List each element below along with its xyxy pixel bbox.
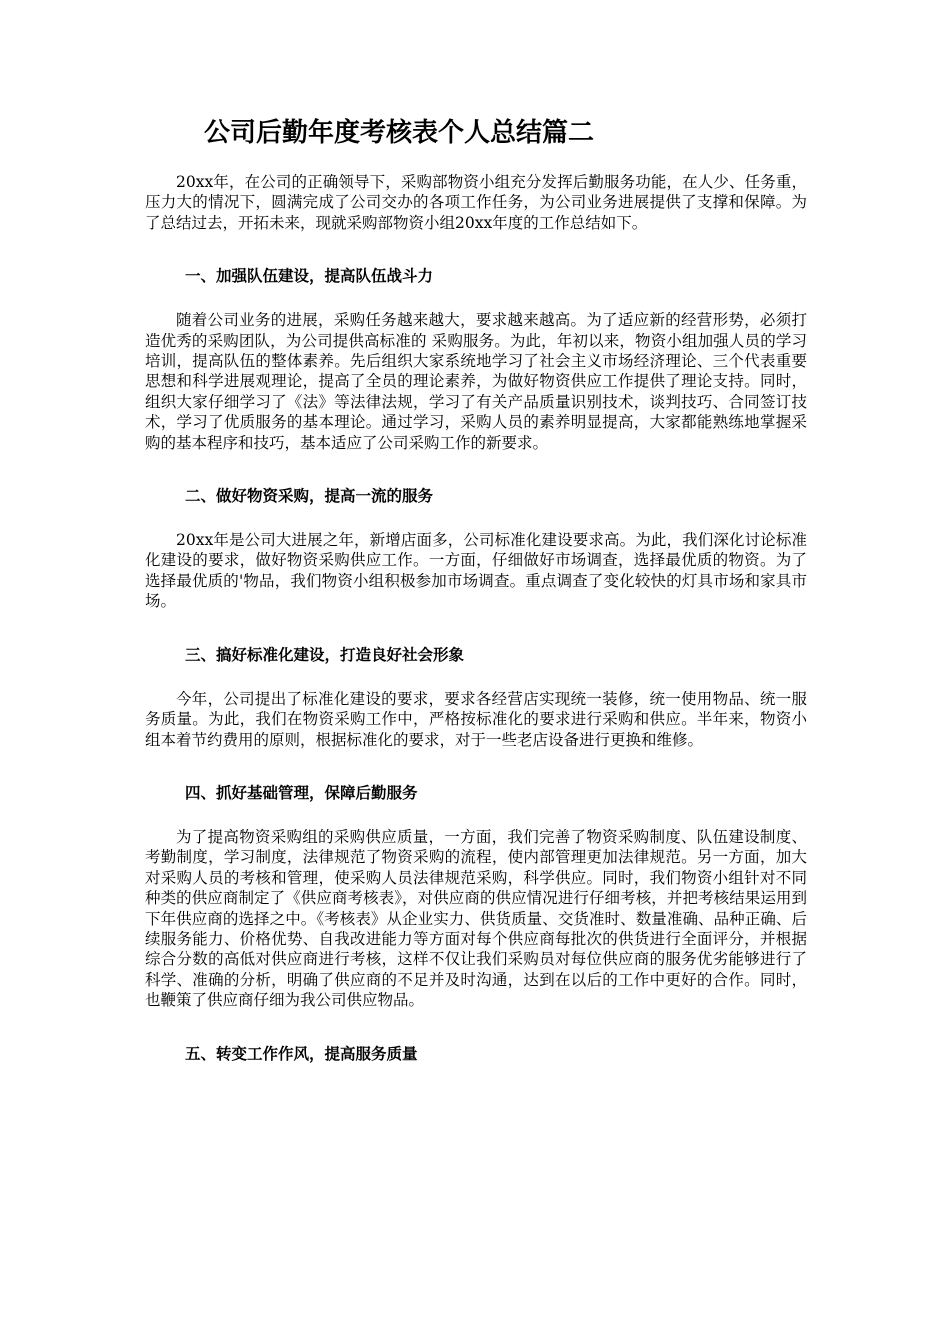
section-2-heading: 二、做好物资采购，提高一流的服务 [185, 487, 434, 506]
section-3-heading: 三、搞好标准化建设，打造良好社会形象 [185, 645, 465, 664]
section-3-paragraph: 今年，公司提出了标准化建设的要求，要求各经营店实现统一装修，统一使用物品、统一服务质量。为此，我们在物资采购工作中，严格按标准化的要求进行采购和供应。半年来，物资小组本着节约费用的原则，根据标准化的要求，对于一些老店设备进行更换和维修。 [145, 689, 807, 749]
section-2-paragraph: 20xx年是公司大进展之年，新增店面多，公司标准化建设要求高。为此，我们深化讨论标准化建设的要求，做好物资采购供应工作。一方面，仔细做好市场调查，选择最优质的物资。为了选择最优质的'物品，我们物资小组积极参加市场调查。重点调查了变化较快的灯具市场和家具市场。 [145, 531, 807, 611]
section-4-paragraph: 为了提高物资采购组的采购供应质量，一方面，我们完善了物资采购制度、队伍建设制度、考勤制度，学习制度，法律规范了物资采购的流程，使内部管理更加法律规范。另一方面，加大对采购人员的考核和管理，使采购人员法律规范采购，科学供应。同时，我们物资小组针对不同种类的供应商制定了《供应商考核表》，对供应商的供应情况进行仔细考核，并把考核结果运用到下年供应商的选择之中。《考核表》从企业实力、供货质量、交货准时、数量准确、品种正确、后续服务能力、价格优势、自我改进能力等方面对每个供应商每批次的供货进行全面评分，并根据综合分数的高低对供应商进行考核，这样不仅让我们采购员对每位供应商的服务优劣能够进行了科学、准确的分析，明确了供应商的不足并及时沟通，达到在以后的工作中更好的合作。同时，也鞭策了供应商仔细为我公司供应物品。 [145, 827, 807, 1010]
section-1-paragraph: 随着公司业务的进展，采购任务越来越大，要求越来越高。为了适应新的经营形势，必须打造优秀的采购团队，为公司提供高标准的 采购服务。为此，年初以来，物资小组加强人员的学习培训，提高队伍的整体素养。先后组织大家系统地学习了社会主义市场经济理论、三个代表重要思想和科学进展观理论，提高了全员的理论素养，为做好物资供应工作提供了理论支持。同时，组织大家仔细学习了《法》等法律法规，学习了有关产品质量识别技术，谈判技巧、合同签订技术，学习了优质服务的基本理论。通过学习，采购人员的素养明显提高，大家都能熟练地掌握采购的基本程序和技巧，基本适应了公司采购工作的新要求。 [145, 311, 807, 452]
section-1-heading: 一、加强队伍建设，提高队伍战斗力 [185, 267, 434, 286]
document-body [145, 172, 807, 1088]
section-4-heading: 四、抓好基础管理，保障后勤服务 [185, 783, 418, 802]
intro-paragraph: 20xx年，在公司的正确领导下，采购部物资小组充分发挥后勤服务功能，在人少、任务重，压力大的情况下，圆满完成了公司交办的各项工作任务，为公司业务进展提供了支撑和保障。为了总结过去，开拓未来，现就采购部物资小组20xx年度的工作总结如下。 [145, 173, 807, 232]
document-title: 公司后勤年度考核表个人总结篇二 [204, 118, 595, 148]
section-5-heading: 五、转变工作作风，提高服务质量 [185, 1044, 418, 1063]
